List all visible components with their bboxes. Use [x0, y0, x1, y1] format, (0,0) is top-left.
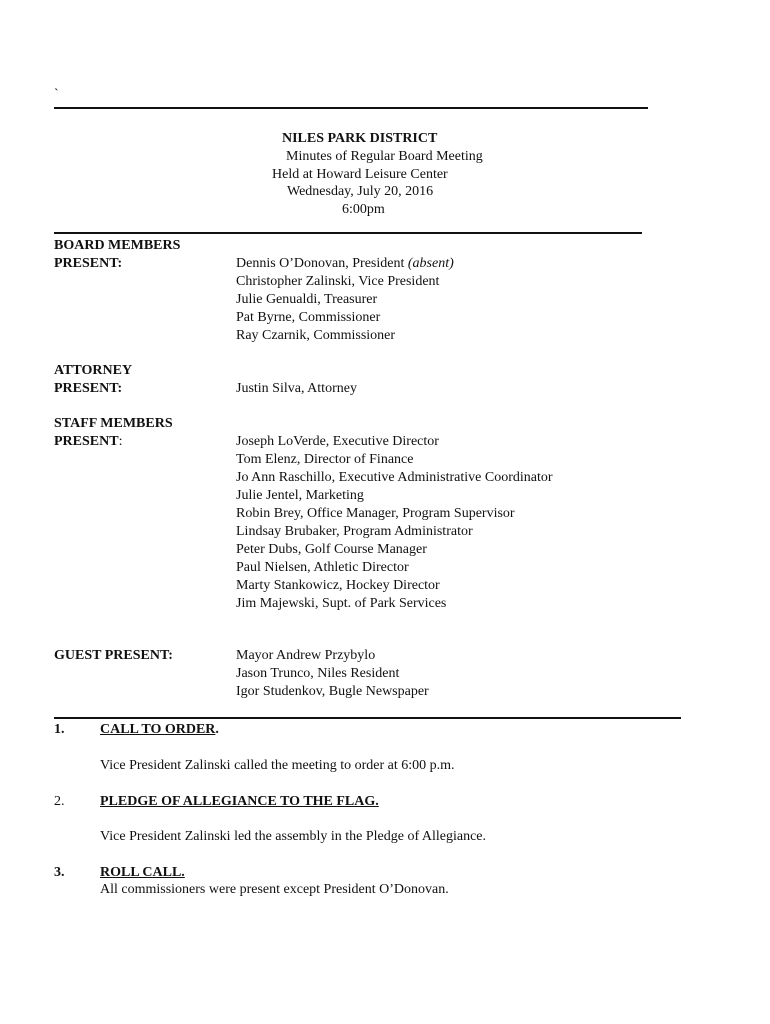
board-member: Christopher Zalinski, Vice President: [236, 274, 440, 289]
board-member: Ray Czarnik, Commissioner: [236, 328, 396, 343]
guest-label: GUEST PRESENT:: [54, 648, 173, 663]
meeting-time: 6:00pm: [342, 202, 385, 217]
guest-member: Igor Studenkov, Bugle Newspaper: [236, 684, 429, 699]
header-rule: [54, 232, 642, 234]
staff-member: Lindsay Brubaker, Program Administrator: [236, 524, 473, 539]
item-title: PLEDGE OF ALLEGIANCE TO THE FLAG.: [100, 794, 379, 809]
attorney-label-line1: ATTORNEY: [54, 363, 133, 378]
absent-note: (absent): [407, 256, 454, 271]
attorney-name: Justin Silva, Attorney: [236, 381, 357, 396]
board-member: Pat Byrne, Commissioner: [236, 310, 381, 325]
staff-member: Jim Majewski, Supt. of Park Services: [236, 596, 447, 611]
guest-members-list: [236, 647, 429, 701]
board-member: Dennis O’Donovan, President (absent): [236, 256, 454, 271]
top-mark: `: [54, 87, 59, 102]
board-member: Julie Genualdi, Treasurer: [236, 292, 378, 307]
item-number: 1.: [54, 722, 65, 737]
staff-member: Julie Jentel, Marketing: [236, 488, 364, 503]
top-rule: [54, 107, 648, 109]
staff-member: Marty Stankowicz, Hockey Director: [236, 578, 440, 593]
staff-member: Tom Elenz, Director of Finance: [236, 452, 414, 467]
item-number: 3.: [54, 865, 65, 880]
org-name: NILES PARK DISTRICT: [282, 131, 438, 146]
item-body: Vice President Zalinski led the assembly in the Pledge of Allegiance.: [100, 829, 487, 844]
meeting-date: Wednesday, July 20, 2016: [287, 184, 434, 199]
guest-member: Mayor Andrew Przybylo: [236, 648, 376, 663]
section-rule: [54, 717, 681, 719]
staff-member: Peter Dubs, Golf Course Manager: [236, 542, 427, 557]
staff-member: Robin Brey, Office Manager, Program Supervisor: [236, 506, 515, 521]
staff-label-line2: PRESENT:: [54, 434, 123, 449]
board-members-list: [236, 255, 454, 345]
staff-label-line1: STAFF MEMBERS: [54, 416, 173, 431]
staff-member: Joseph LoVerde, Executive Director: [236, 434, 439, 449]
item-title: ROLL CALL.: [100, 865, 185, 880]
item-title: CALL TO ORDER.: [100, 722, 219, 737]
board-label-line2: PRESENT:: [54, 256, 123, 271]
meeting-title: Minutes of Regular Board Meeting: [286, 149, 483, 164]
item-body: All commissioners were present except President O’Donovan.: [100, 882, 449, 897]
item-body: Vice President Zalinski called the meeting to order at 6:00 p.m.: [100, 758, 455, 773]
staff-member: Paul Nielsen, Athletic Director: [236, 560, 409, 575]
board-label-line1: BOARD MEMBERS: [54, 238, 181, 253]
staff-members-list: [236, 433, 553, 613]
attorney-label-line2: PRESENT:: [54, 381, 123, 396]
staff-member: Jo Ann Raschillo, Executive Administrative Coordinator: [236, 470, 553, 485]
item-number: 2.: [54, 794, 65, 809]
meeting-location: Held at Howard Leisure Center: [272, 167, 448, 182]
guest-member: Jason Trunco, Niles Resident: [236, 666, 400, 681]
